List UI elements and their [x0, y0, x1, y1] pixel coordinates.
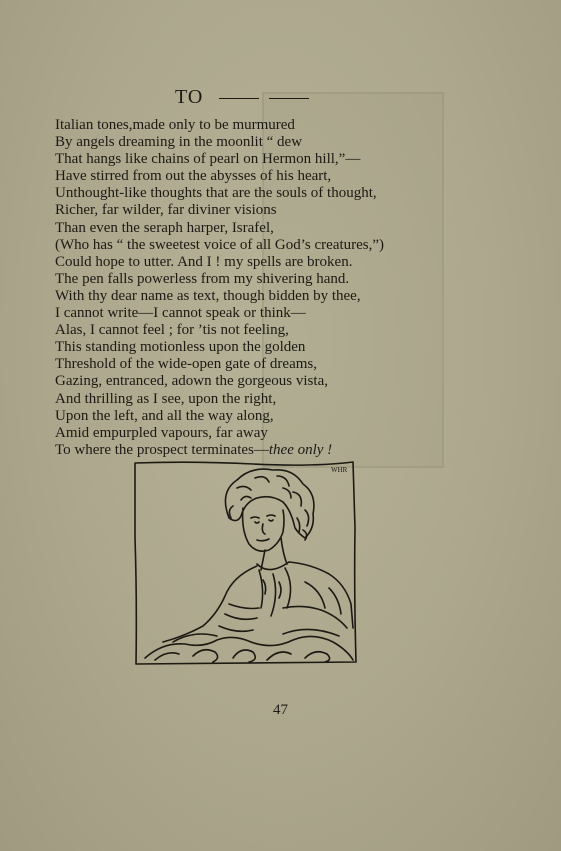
poem-line: Richer, far wilder, far diviner visions	[55, 202, 277, 219]
poem-line: I cannot write—I cannot speak or think—	[55, 305, 306, 322]
poem-line: Have stirred from out the abysses of his heart,	[55, 168, 332, 185]
poem-line: Amid empurpled vapours, far away	[55, 424, 268, 441]
poem-line: Threshold of the wide-open gate of dreams,	[55, 356, 317, 373]
poem-line: This standing motionless upon the golden	[55, 339, 306, 356]
title-dash	[219, 98, 259, 99]
poem-line: And thrilling as I see, upon the right,	[55, 390, 277, 407]
poem-line: Could hope to utter. And I ! my spells are broken.	[55, 253, 353, 270]
poem-line: By angels dreaming in the moonlit “ dew	[55, 134, 303, 151]
poem-line: That hangs like chains of pearl on Hermon hill,”—	[55, 151, 361, 168]
poem-last-line-text: To where the prospect terminates—	[55, 441, 269, 458]
poem-line: Unthought-like thoughts that are the souls of thought,	[55, 185, 377, 202]
poem-line: The pen falls powerless from my shivering hand.	[55, 270, 350, 287]
poem-line: Upon the left, and all the way along,	[55, 407, 274, 424]
poem-last-line-italic: thee only !	[268, 441, 333, 458]
poem-line: Alas, I cannot feel ; for ’tis not feeling,	[55, 322, 289, 339]
poem-line: Italian tones,made only to be murmured	[55, 117, 295, 133]
poem-line: Than even the seraph harper, Israfel,	[55, 219, 274, 236]
illustration-frame	[135, 462, 356, 664]
illustrator-monogram: WHR	[331, 466, 348, 474]
poem-last-line	[55, 442, 455, 459]
poem-line: With thy dear name as text, though bidden by thee,	[55, 287, 361, 304]
poem-title-text: TO	[175, 86, 204, 108]
face	[243, 508, 284, 551]
poem-title	[175, 86, 309, 109]
woman-portrait-illustration	[133, 458, 361, 666]
poem-line: (Who has “ the sweetest voice of all God’s creatures,”)	[55, 236, 385, 253]
page-number: 47	[273, 702, 288, 718]
poem-body	[55, 117, 455, 459]
title-dash	[269, 98, 309, 99]
poem-line: Gazing, entranced, adown the gorgeous vista,	[55, 373, 328, 390]
